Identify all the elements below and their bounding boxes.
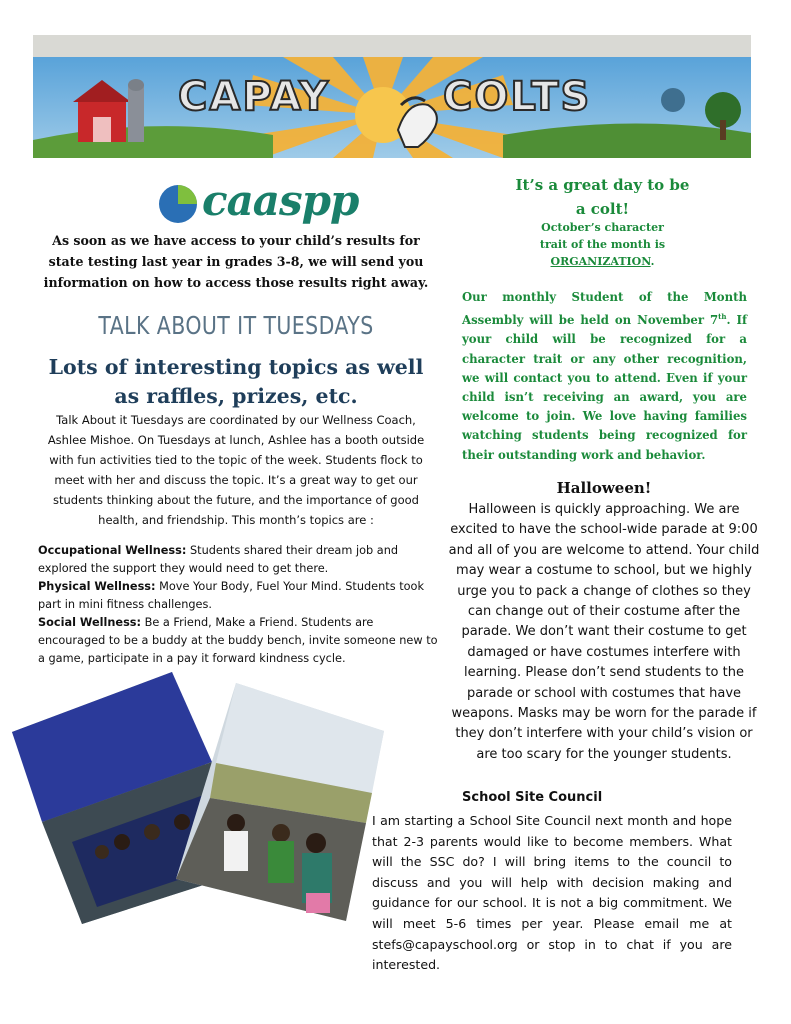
trait-value-line xyxy=(520,253,685,270)
caaspp-logo-text: caaspp xyxy=(202,176,359,225)
topic-physical xyxy=(38,578,438,614)
character-trait xyxy=(520,219,685,270)
halloween-title: Halloween! xyxy=(556,479,652,497)
assembly-announcement xyxy=(462,288,747,465)
trait-line-1: October’s character xyxy=(541,221,664,234)
state-testing-note: As soon as we have access to your child’s results for state testing last year in grades 3-8, we will send you information on how to access those results right away. xyxy=(43,233,429,290)
trait-line-2: trait of the month is xyxy=(539,238,666,251)
great-day-line-1: It’s a great day to be xyxy=(515,176,690,194)
trait-period: . xyxy=(650,255,655,268)
trait-value: ORGANIZATION xyxy=(550,255,651,268)
great-day-heading xyxy=(500,173,705,221)
assembly-text-1: Our monthly Student of the Month Assembly will be held on November 7 xyxy=(462,290,747,328)
great-day-line-2: a colt! xyxy=(575,200,630,218)
topic-text: Be a Friend, Make a Friend. Students are encouraged to be a buddy at the buddy bench, invite someone new to a game, participate in a pay it forward kindness cycle. xyxy=(38,616,438,665)
banner-word-colts: COLTS xyxy=(443,74,592,120)
halloween-body: Halloween is quickly approaching. We are excited to have the school-wide parade at 9:00 and all of you are welcome to attend. Your child may wear a costume to school, but we highly urge you to pack a change of clothes so they can change out of their costume after the parade. We don’t want their costume to get damaged or have costumes interfere with learning. Please don’t send students to the parade or school with costumes that have weapons. Masks may be worn for the parade if they don’t interfere with your child’s vision or are too scary for the younger students. xyxy=(448,502,760,762)
topic-label: Physical Wellness: xyxy=(38,580,156,593)
banner-word-capay: CAPAY xyxy=(178,74,331,120)
tuesdays-subtitle: Lots of interesting topics as well as raffles, prizes, etc. xyxy=(48,355,424,408)
topic-text: Students shared their dream job and explored the support they would need to get there. xyxy=(38,544,399,575)
assembly-date-suffix: th xyxy=(718,312,727,322)
mural-image xyxy=(33,35,751,158)
topic-social xyxy=(38,614,438,668)
banner-mural xyxy=(33,35,751,158)
photo-students-outdoors xyxy=(176,683,384,921)
topic-label: Social Wellness: xyxy=(38,616,142,629)
assembly-text-2: . If your child will be recognized for a character trait or any other recognition, we will contact you to attend. Even if your child isn’t receiving an award, you are welcome to join. We love having families watching students being recognized for their outstanding work and behavior. xyxy=(462,313,747,462)
wellness-topics xyxy=(38,542,438,668)
topic-label: Occupational Wellness: xyxy=(38,544,187,557)
topic-text: Move Your Body, Fuel Your Mind. Students took part in mini fitness challenges. xyxy=(38,580,424,611)
school-site-council-body: I am starting a School Site Council next month and hope that 2-3 parents would like to become members. What will the SSC do? I will bring items to the council to discuss and you will help with decision making and guidance for our school. It is not a big commitment. We will meet 5-6 times per year. Please email me at stefs@capayschool.org or stop in to chat if you are interested. xyxy=(372,813,732,973)
school-site-council-title: School Site Council xyxy=(462,790,603,805)
tuesdays-description: Talk About it Tuesdays are coordinated by our Wellness Coach, Ashlee Mishoe. On Tuesdays at lunch, Ashlee has a booth outside with fun activities tied to the topic of the week. Students flock to meet with her and discuss the topic. It’s a great way to get our students thinking about the future, and the importance of good health, and friendship. This month’s topics are : xyxy=(47,413,425,527)
talk-about-it-tuesdays-title: TALK ABOUT IT TUESDAYS xyxy=(98,311,374,340)
topic-occupational xyxy=(38,542,438,578)
